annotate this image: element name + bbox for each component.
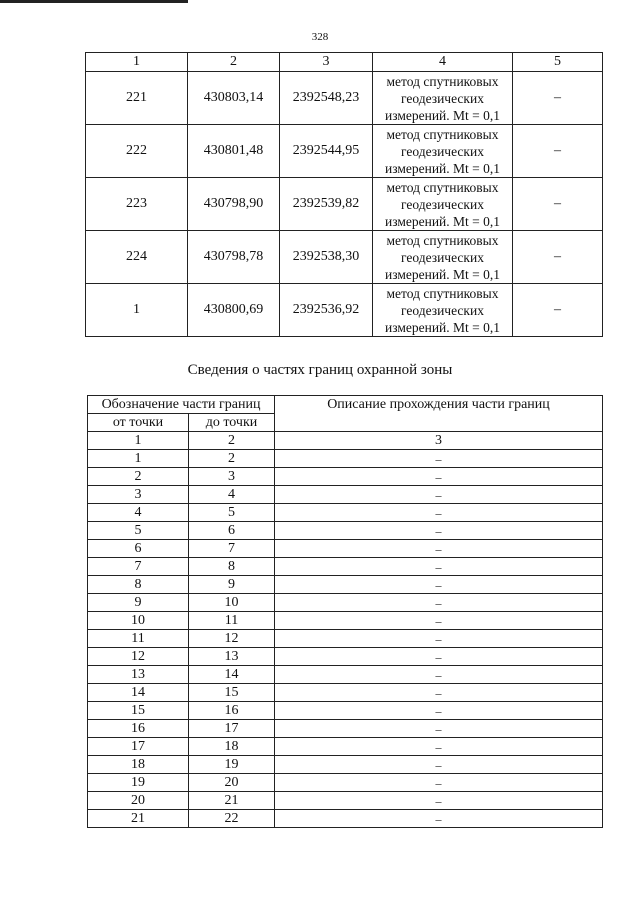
point-cell: 224 bbox=[86, 231, 188, 284]
method-cell: метод спутниковых геодезических измерений. Mt = 0,1 bbox=[373, 284, 513, 337]
table-row bbox=[88, 522, 603, 540]
y-coordinate-cell: 2392544,95 bbox=[280, 125, 373, 178]
table-row bbox=[88, 720, 603, 738]
description-cell: – bbox=[275, 468, 603, 486]
column-header: 1 bbox=[86, 53, 188, 72]
column-header: 3 bbox=[280, 53, 373, 72]
to-point-cell: 7 bbox=[189, 540, 275, 558]
header-to-point: до точки bbox=[189, 414, 275, 432]
y-coordinate-cell: 2392539,82 bbox=[280, 178, 373, 231]
from-point-cell: 1 bbox=[88, 450, 189, 468]
from-point-cell: 2 bbox=[88, 468, 189, 486]
table-row bbox=[88, 612, 603, 630]
table-row bbox=[88, 810, 603, 828]
table-row bbox=[86, 231, 603, 284]
table-row bbox=[88, 486, 603, 504]
description-cell: – bbox=[275, 630, 603, 648]
method-cell: метод спутниковых геодезических измерений. Mt = 0,1 bbox=[373, 72, 513, 125]
from-point-cell: 17 bbox=[88, 738, 189, 756]
note-cell: – bbox=[513, 125, 603, 178]
point-cell: 1 bbox=[86, 284, 188, 337]
to-point-cell: 13 bbox=[189, 648, 275, 666]
table-row bbox=[86, 125, 603, 178]
column-header: 5 bbox=[513, 53, 603, 72]
header-boundary-part: Обозначение части границ bbox=[88, 396, 275, 414]
to-point-cell: 8 bbox=[189, 558, 275, 576]
table-header-row bbox=[86, 53, 603, 72]
x-coordinate-cell: 430798,90 bbox=[188, 178, 280, 231]
description-cell: – bbox=[275, 558, 603, 576]
from-point-cell: 8 bbox=[88, 576, 189, 594]
to-point-cell: 19 bbox=[189, 756, 275, 774]
y-coordinate-cell: 2392536,92 bbox=[280, 284, 373, 337]
table-row bbox=[88, 558, 603, 576]
header-description: Описание прохождения части границ bbox=[275, 396, 603, 432]
table-row bbox=[88, 702, 603, 720]
from-point-cell: 14 bbox=[88, 684, 189, 702]
from-point-cell: 4 bbox=[88, 504, 189, 522]
description-cell: – bbox=[275, 504, 603, 522]
to-point-cell: 12 bbox=[189, 630, 275, 648]
from-point-cell: 5 bbox=[88, 522, 189, 540]
table-row bbox=[88, 774, 603, 792]
description-cell: – bbox=[275, 684, 603, 702]
description-cell: – bbox=[275, 648, 603, 666]
description-cell: – bbox=[275, 774, 603, 792]
to-point-cell: 17 bbox=[189, 720, 275, 738]
to-point-cell: 11 bbox=[189, 612, 275, 630]
x-coordinate-cell: 430801,48 bbox=[188, 125, 280, 178]
boundary-parts-table bbox=[87, 395, 603, 828]
note-cell: – bbox=[513, 178, 603, 231]
note-cell: – bbox=[513, 284, 603, 337]
to-point-cell: 9 bbox=[189, 576, 275, 594]
from-point-cell: 3 bbox=[88, 486, 189, 504]
header-from-point: от точки bbox=[88, 414, 189, 432]
point-cell: 222 bbox=[86, 125, 188, 178]
to-point-cell: 21 bbox=[189, 792, 275, 810]
table-row bbox=[88, 468, 603, 486]
column-index: 2 bbox=[189, 432, 275, 450]
description-cell: – bbox=[275, 810, 603, 828]
column-index-row bbox=[88, 432, 603, 450]
to-point-cell: 20 bbox=[189, 774, 275, 792]
table-row bbox=[88, 756, 603, 774]
to-point-cell: 5 bbox=[189, 504, 275, 522]
table-row bbox=[88, 594, 603, 612]
column-index: 1 bbox=[88, 432, 189, 450]
x-coordinate-cell: 430798,78 bbox=[188, 231, 280, 284]
description-cell: – bbox=[275, 702, 603, 720]
to-point-cell: 18 bbox=[189, 738, 275, 756]
to-point-cell: 4 bbox=[189, 486, 275, 504]
table-row bbox=[88, 540, 603, 558]
column-header: 4 bbox=[373, 53, 513, 72]
note-cell: – bbox=[513, 231, 603, 284]
from-point-cell: 6 bbox=[88, 540, 189, 558]
table-row bbox=[86, 284, 603, 337]
table-row bbox=[88, 666, 603, 684]
from-point-cell: 13 bbox=[88, 666, 189, 684]
from-point-cell: 12 bbox=[88, 648, 189, 666]
method-cell: метод спутниковых геодезических измерений. Mt = 0,1 bbox=[373, 231, 513, 284]
table-row bbox=[88, 684, 603, 702]
from-point-cell: 16 bbox=[88, 720, 189, 738]
table-row bbox=[88, 792, 603, 810]
table-row bbox=[88, 450, 603, 468]
table-row bbox=[88, 648, 603, 666]
note-cell: – bbox=[513, 72, 603, 125]
x-coordinate-cell: 430803,14 bbox=[188, 72, 280, 125]
description-cell: – bbox=[275, 450, 603, 468]
to-point-cell: 14 bbox=[189, 666, 275, 684]
to-point-cell: 22 bbox=[189, 810, 275, 828]
from-point-cell: 9 bbox=[88, 594, 189, 612]
coordinates-table bbox=[85, 52, 603, 337]
method-cell: метод спутниковых геодезических измерений. Mt = 0,1 bbox=[373, 125, 513, 178]
description-cell: – bbox=[275, 720, 603, 738]
description-cell: – bbox=[275, 738, 603, 756]
from-point-cell: 15 bbox=[88, 702, 189, 720]
table-row bbox=[88, 504, 603, 522]
to-point-cell: 16 bbox=[189, 702, 275, 720]
page-number: 328 bbox=[311, 31, 329, 43]
section-title: Сведения о частях границ охранной зоны bbox=[187, 362, 453, 378]
to-point-cell: 6 bbox=[189, 522, 275, 540]
method-cell: метод спутниковых геодезических измерений. Mt = 0,1 bbox=[373, 178, 513, 231]
column-index: 3 bbox=[275, 432, 603, 450]
from-point-cell: 21 bbox=[88, 810, 189, 828]
table-row bbox=[88, 738, 603, 756]
point-cell: 223 bbox=[86, 178, 188, 231]
from-point-cell: 10 bbox=[88, 612, 189, 630]
to-point-cell: 15 bbox=[189, 684, 275, 702]
x-coordinate-cell: 430800,69 bbox=[188, 284, 280, 337]
to-point-cell: 2 bbox=[189, 450, 275, 468]
description-cell: – bbox=[275, 486, 603, 504]
point-cell: 221 bbox=[86, 72, 188, 125]
top-rule bbox=[0, 0, 188, 3]
to-point-cell: 10 bbox=[189, 594, 275, 612]
from-point-cell: 18 bbox=[88, 756, 189, 774]
table-row bbox=[88, 576, 603, 594]
y-coordinate-cell: 2392548,23 bbox=[280, 72, 373, 125]
table-row bbox=[86, 178, 603, 231]
description-cell: – bbox=[275, 522, 603, 540]
table-row bbox=[88, 630, 603, 648]
description-cell: – bbox=[275, 792, 603, 810]
description-cell: – bbox=[275, 594, 603, 612]
description-cell: – bbox=[275, 756, 603, 774]
description-cell: – bbox=[275, 576, 603, 594]
from-point-cell: 19 bbox=[88, 774, 189, 792]
description-cell: – bbox=[275, 612, 603, 630]
table-header-row bbox=[88, 396, 603, 414]
to-point-cell: 3 bbox=[189, 468, 275, 486]
y-coordinate-cell: 2392538,30 bbox=[280, 231, 373, 284]
description-cell: – bbox=[275, 540, 603, 558]
from-point-cell: 11 bbox=[88, 630, 189, 648]
from-point-cell: 20 bbox=[88, 792, 189, 810]
from-point-cell: 7 bbox=[88, 558, 189, 576]
description-cell: – bbox=[275, 666, 603, 684]
table-row bbox=[86, 72, 603, 125]
column-header: 2 bbox=[188, 53, 280, 72]
